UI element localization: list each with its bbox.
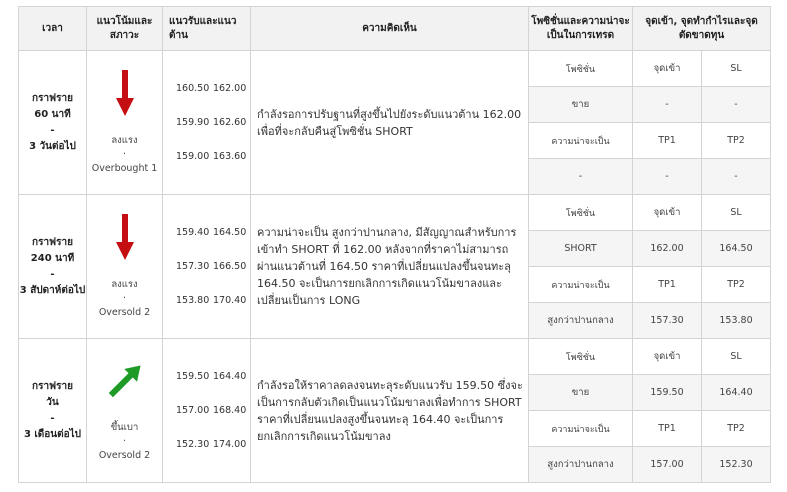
tp1-label: TP1 (633, 123, 702, 159)
position-label: โพซิชั่น (529, 339, 633, 375)
trend-cell: ขึ้นเบา · Oversold 2 (87, 339, 163, 483)
trend-state: Overbought 1 (91, 162, 158, 174)
arrow-down-icon (116, 214, 134, 260)
tp1-value: 157.30 (633, 303, 702, 339)
sl-value: 164.50 (702, 231, 771, 267)
tp2-label: TP2 (702, 267, 771, 303)
header-comment: ความคิดเห็น (251, 7, 529, 51)
comment-cell: กำลังรอการปรับฐานที่สูงขึ้นไปยังระดับแนวต้าน 162.00 เพื่อที่จะกลับคืนสู่โพซิชั่น SHORT (251, 51, 529, 195)
comment-cell: ความน่าจะเป็น สูงกว่าปานกลาง, มีสัญญาณสำหรับการเข้าทำ SHORT ที่ 162.00 หลังจากที่ราคาไม่สามารถผ่านแนวต้านที่ 164.50 ราคาที่เปลี่ยนแปลงขึ้นจนทะลุ 164.50 จะเป็นการยกเลิกการเกิดแนวโน้มขาลงและเปลี่ยนเป็นการ LONG (251, 195, 529, 339)
period-cell: กราฟราย 60 นาที - 3 วันต่อไป (19, 51, 87, 195)
probability-label: ความน่าจะเป็น (529, 267, 633, 303)
table-row (19, 339, 771, 375)
period-cell: กราฟราย 240 นาที - 3 สัปดาห์ต่อไป (19, 195, 87, 339)
header-position: โพซิชั่นและความน่าจะเป็นในการเทรด (529, 7, 633, 51)
trend-label: ลงแรง (111, 134, 138, 146)
position-value: SHORT (529, 231, 633, 267)
probability-label: ความน่าจะเป็น (529, 411, 633, 447)
probability-value: - (529, 159, 633, 195)
tp2-value: 152.30 (702, 447, 771, 483)
levels-cell: 159.50 164.40 157.00 168.40 152.30 174.00 (163, 339, 251, 483)
sl-label: SL (702, 195, 771, 231)
position-value: ขาย (529, 87, 633, 123)
tp2-value: - (702, 159, 771, 195)
trend-state: Oversold 2 (98, 449, 151, 461)
tp2-label: TP2 (702, 123, 771, 159)
tp2-value: 153.80 (702, 303, 771, 339)
trend-state: Oversold 2 (98, 306, 151, 318)
tp2-label: TP2 (702, 411, 771, 447)
position-label: โพซิชั่น (529, 195, 633, 231)
trend-cell: ลงแรง · Oversold 2 (87, 195, 163, 339)
trend-label: ลงแรง (111, 278, 138, 290)
table-row (19, 195, 771, 231)
sl-label: SL (702, 51, 771, 87)
entry-label: จุดเข้า (633, 339, 702, 375)
probability-label: ความน่าจะเป็น (529, 123, 633, 159)
forecast-table (18, 6, 771, 483)
levels-cell: 159.40 164.50 157.30 166.50 153.80 170.40 (163, 195, 251, 339)
header-trend: แนวโน้มและสภาวะ (87, 7, 163, 51)
arrow-up-right-icon (105, 359, 145, 403)
entry-value: 159.50 (633, 375, 702, 411)
trend-label: ขึ้นเบา (110, 421, 139, 433)
trend-cell: ลงแรง · Overbought 1 (87, 51, 163, 195)
tp1-value: - (633, 159, 702, 195)
entry-value: 162.00 (633, 231, 702, 267)
comment-cell: กำลังรอให้ราคาลดลงจนทะลุระดับแนวรับ 159.50 ซึ่งจะเป็นการกลับตัวเกิดเป็นแนวโน้มขาลงเพื่อทำการ SHORT ราคาที่เปลี่ยนแปลงสูงขึ้นจนทะลุ 164.40 จะเป็นการยกเลิกการเกิดแนวโน้มขาลง (251, 339, 529, 483)
position-value: ขาย (529, 375, 633, 411)
sl-value: 164.40 (702, 375, 771, 411)
probability-value: สูงกว่าปานกลาง (529, 447, 633, 483)
levels-cell: 160.50 162.00 159.90 162.60 159.00 163.60 (163, 51, 251, 195)
header-time: เวลา (19, 7, 87, 51)
tp1-label: TP1 (633, 267, 702, 303)
position-label: โพซิชั่น (529, 51, 633, 87)
table-header (19, 7, 771, 51)
tp1-label: TP1 (633, 411, 702, 447)
header-entry: จุดเข้า, จุดทำกำไรและจุดตัดขาดทุน (633, 7, 771, 51)
tp1-value: 157.00 (633, 447, 702, 483)
entry-label: จุดเข้า (633, 51, 702, 87)
period-cell: กราฟราย วัน - 3 เดือนต่อไป (19, 339, 87, 483)
probability-value: สูงกว่าปานกลาง (529, 303, 633, 339)
entry-label: จุดเข้า (633, 195, 702, 231)
sl-value: - (702, 87, 771, 123)
header-levels: แนวรับและแนวต้าน (163, 7, 251, 51)
sl-label: SL (702, 339, 771, 375)
arrow-down-icon (116, 70, 134, 116)
entry-value: - (633, 87, 702, 123)
table-row (19, 51, 771, 87)
